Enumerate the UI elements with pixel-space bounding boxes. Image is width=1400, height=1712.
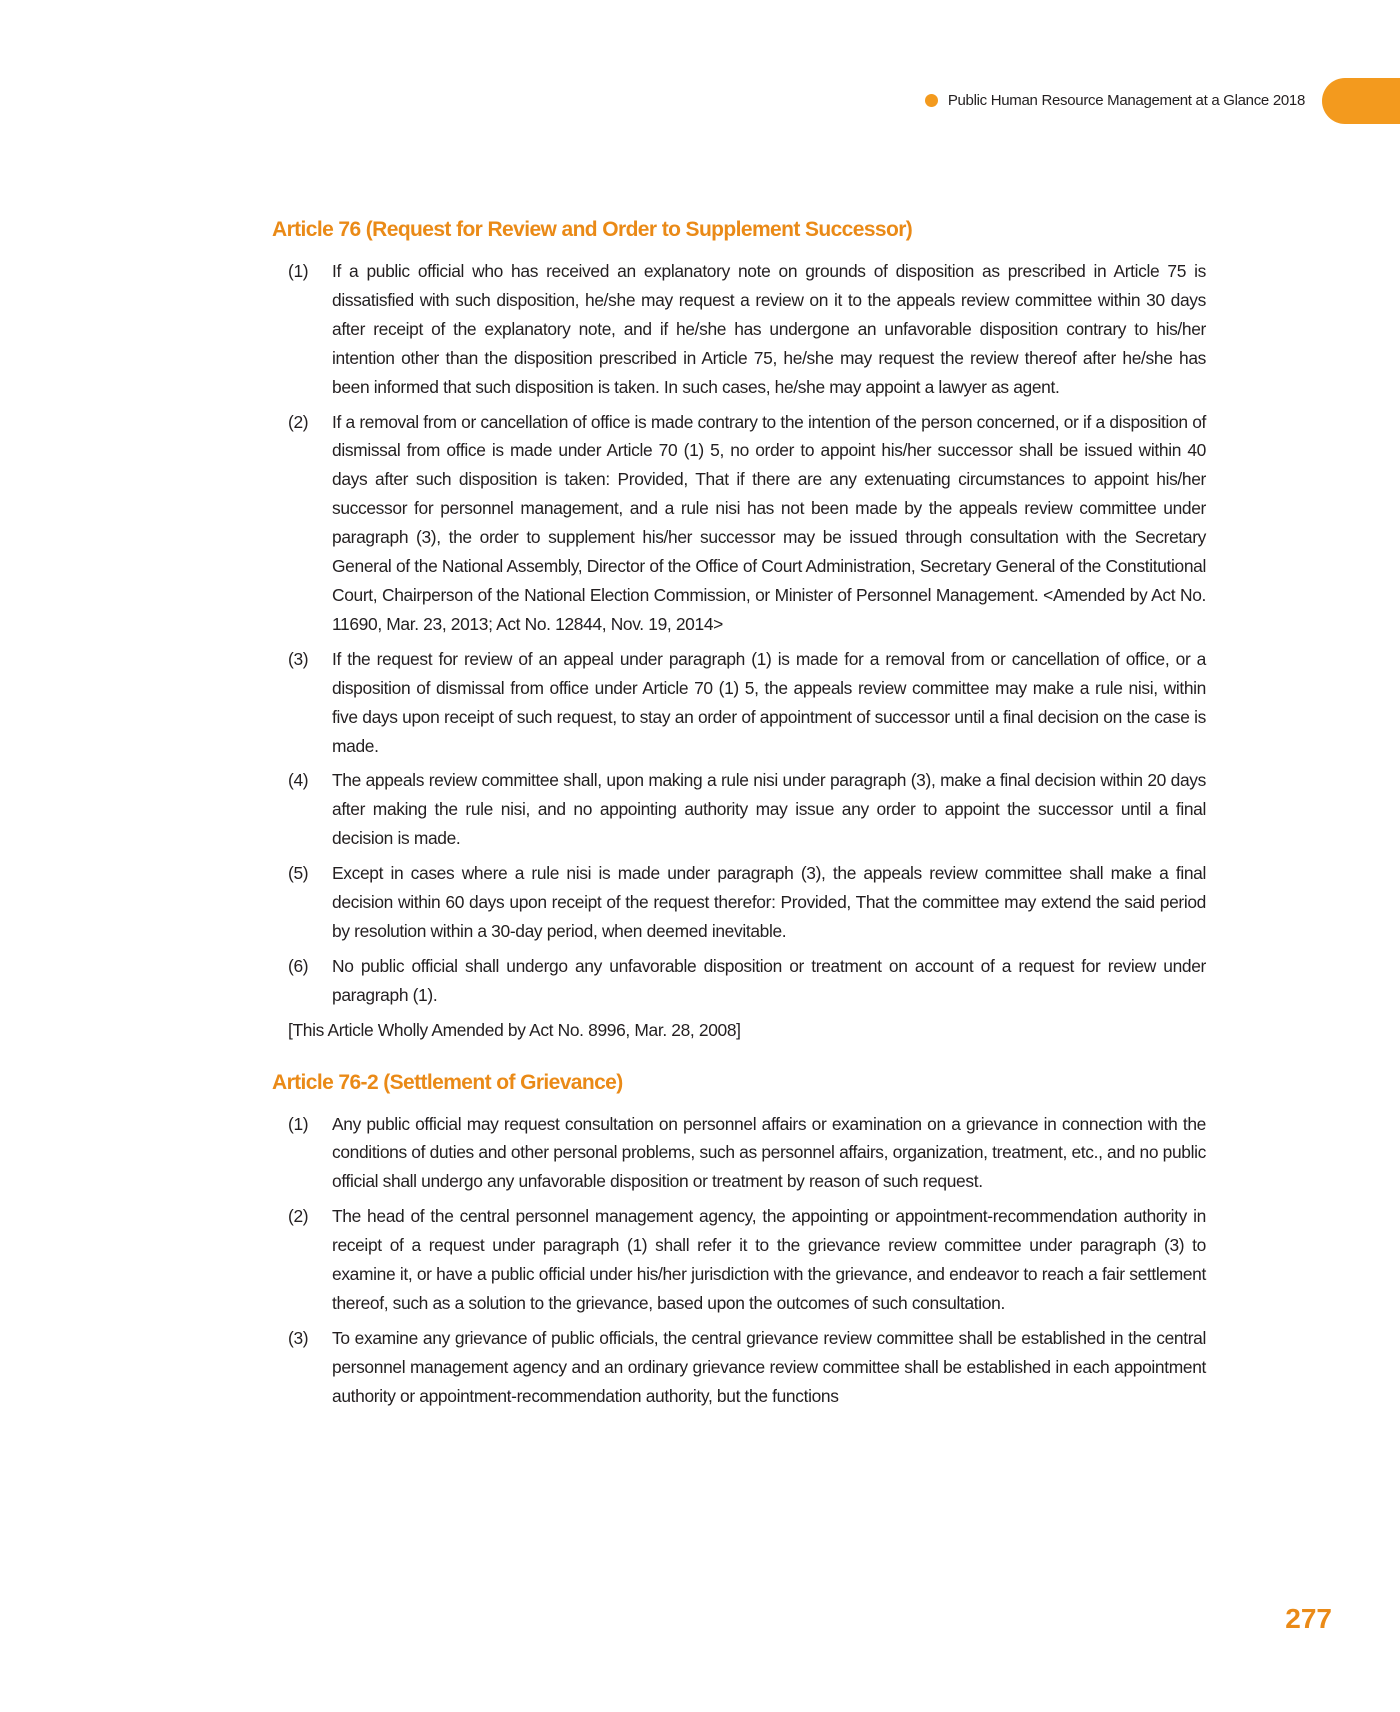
article-76-paragraph (288, 859, 1206, 946)
paragraph-text: If a public official who has received an explanatory note on grounds of disposition as prescribed in Article 75 is dissatisfied with such disposition, he/she may request a review on it to the appeals review committee within 30 days after receipt of the explanatory note, and if he/she has undergone an unfavorable disposition contrary to his/her intention other than the disposition prescribed in Article 75, he/she may request the review thereof after he/she has been informed that such disposition is taken. In such cases, he/she may appoint a lawyer as agent. (332, 261, 1206, 397)
article-76-paragraph (288, 257, 1206, 402)
page-content (272, 218, 1206, 1417)
page-number: 277 (1285, 1603, 1332, 1634)
paragraph-number: (3) (288, 1327, 309, 1348)
chapter-tab (1322, 78, 1400, 124)
paragraph-number: (2) (288, 1206, 309, 1227)
article-76-2-title: Article 76-2 (Settlement of Grievance) (272, 1070, 623, 1094)
paragraph-text: No public official shall undergo any unfavorable disposition or treatment on account of a request for review under paragraph (1). (332, 955, 1206, 1005)
article-76-paragraph (288, 766, 1206, 853)
paragraph-text: If the request for review of an appeal under paragraph (1) is made for a removal from or cancellation of office, or a disposition of dismissal from office under Article 70 (1) 5, the appeals review committee may make a rule nisi, within five days upon receipt of such request, to stay an order of appointment of successor until a final decision on the case is made. (332, 648, 1206, 756)
running-header (925, 92, 1305, 109)
article-76-paragraph (288, 952, 1206, 1010)
article-76-2-paragraph (288, 1202, 1206, 1318)
paragraph-number: (1) (288, 1113, 309, 1134)
paragraph-number: (5) (288, 863, 309, 884)
paragraph-text: The appeals review committee shall, upon making a rule nisi under paragraph (3), make a final decision within 20 days after making the rule nisi, and no appointing authority may issue any order to appoint the successor until a final decision is made. (332, 770, 1206, 849)
bullet-dot-icon (925, 94, 938, 107)
article-76-2-paragraph (288, 1324, 1206, 1411)
paragraph-text: The head of the central personnel management agency, the appointing or appointment-recommendation authority in receipt of a request under paragraph (1) shall refer it to the grievance review committee under paragraph (3) to examine it, or have a public official under his/her jurisdiction with the grievance, and endeavor to reach a fair settlement thereof, such as a solution to the grievance, based upon the outcomes of such consultation. (332, 1206, 1206, 1313)
amendment-note: [This Article Wholly Amended by Act No. 8996, Mar. 28, 2008] (288, 1019, 741, 1040)
paragraph-number: (3) (288, 648, 309, 669)
paragraph-number: (4) (288, 770, 309, 791)
paragraph-number: (2) (288, 411, 309, 432)
running-title: Public Human Resource Management at a Glance 2018 (947, 92, 1305, 109)
article-76-title: Article 76 (Request for Review and Order to Supplement Successor) (272, 218, 913, 241)
paragraph-text: To examine any grievance of public officials, the central grievance review committee shall be established in the central personnel management agency and an ordinary grievance review committee shall be established in each appointment authority or appointment-recommendation authority, but the functions (332, 1327, 1206, 1406)
paragraph-text: Except in cases where a rule nisi is made under paragraph (3), the appeals review committee shall make a final decision within 60 days upon receipt of the request therefor: Provided, That the committee may extend the said period by resolution within a 30-day period, when deemed inevitable. (332, 863, 1206, 941)
paragraph-text: Any public official may request consultation on personnel affairs or examination on a grievance in connection with the conditions of duties and other personal problems, such as personnel affairs, organization, treatment, etc., and no public official shall undergo any unfavorable disposition or treatment by reason of such request. (332, 1113, 1206, 1192)
paragraph-text: If a removal from or cancellation of office is made contrary to the intention of the person concerned, or if a disposition of dismissal from office is made under Article 70 (1) 5, no order to appoint his/her successor shall be issued within 40 days after such disposition is taken: Provided, That if there are any extenuating circumstances to appoint his/her successor for personnel management, and a rule nisi has not been made by the appeals review committee under paragraph (3), the order to supplement his/her successor may be issued through consultation with the Secretary General of the National Assembly, Director of the Office of Court Administration, Secretary General of the Constitutional Court, Chairperson of the National Election Commission, or Minister of Personnel Management. <Amended by Act No. 11690, Mar. 23, 2013; Act No. 12844, Nov. 19, 2014> (332, 411, 1206, 634)
paragraph-number: (1) (288, 261, 309, 281)
paragraph-number: (6) (288, 955, 309, 976)
article-76-paragraph (288, 645, 1206, 761)
article-76-2-paragraph (288, 1110, 1206, 1197)
article-76-paragraph (288, 408, 1206, 639)
